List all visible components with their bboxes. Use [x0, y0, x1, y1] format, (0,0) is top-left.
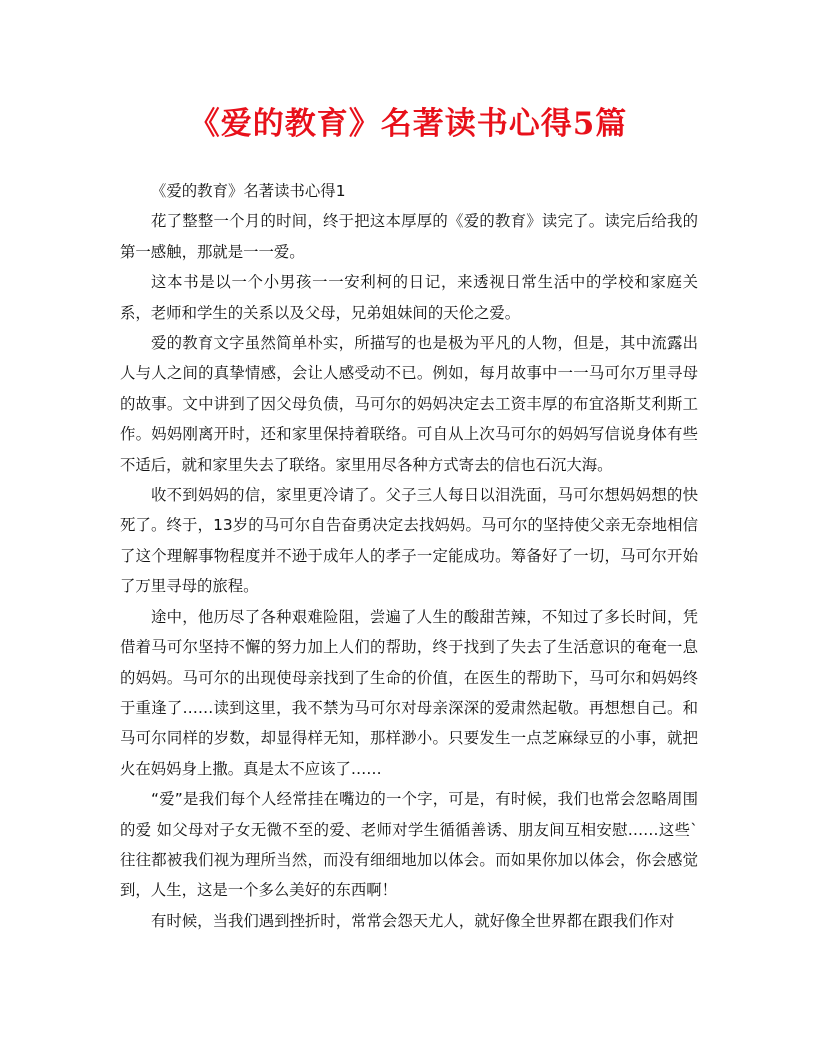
section-heading: 《爱的教育》名著读书心得1: [151, 182, 346, 200]
paragraph-6: “爱”是我们每个人经常挂在嘴边的一个字，可是，有时候，我们也常会忽略周围的爱 如父母对子女无微不至的爱、老师对学生循循善诱、朋友间互相安慰……这些`往往都被我们视为理所当然，而没有细细地加以体会。而如果你加以体会，你会感觉到，人生，这是一个多么美好的东西啊！: [120, 790, 698, 900]
paragraph-4: 收不到妈妈的信，家里更冷请了。父子三人每日以泪洗面，马可尔想妈妈想的快死了。终于，13岁的马可尔自告奋勇决定去找妈妈。马可尔的坚持使父亲无奈地相信了这个理解事物程度并不逊于成年人的孝子一定能成功。筹备好了一切，马可尔开始了万里寻母的旅程。: [120, 486, 698, 596]
paragraph-3: 爱的教育文字虽然简单朴实，所描写的也是极为平凡的人物，但是，其中流露出人与人之间的真挚情感，会让人感受动不已。例如，每月故事中一一马可尔万里寻母的故事。文中讲到了因父母负债，马可尔的妈妈决定去工资丰厚的布宜洛斯艾利斯工作。妈妈刚离开时，还和家里保持着联络。可自从上次马可尔的妈妈写信说身体有些不适后，就和家里失去了联络。家里用尽各种方式寄去的信也石沉大海。: [120, 334, 698, 474]
paragraph-7: 有时候，当我们遇到挫折时，常常会怨天尤人，就好像全世界都在跟我们作对: [151, 911, 675, 930]
paragraph-2: 这本书是以一个小男孩一一安利柯的日记，来透视日常生活中的学校和家庭关系，老师和学生的关系以及父母，兄弟姐妹间的天伦之爱。: [120, 273, 698, 322]
document-body: [120, 176, 698, 936]
page-title: 《爱的教育》名著读书心得5篇: [188, 106, 628, 142]
paragraph-1: 花了整整一个月的时间，终于把这本厚厚的《爱的教育》读完了。读完后给我的第一感触，那就是一一爱。: [120, 212, 698, 261]
paragraph-5: 途中，他历尽了各种艰难险阻，尝遍了人生的酸甜苦辣，不知过了多长时间，凭借着马可尔坚持不懈的努力加上人们的帮助，终于找到了失去了生活意识的奄奄一息的妈妈。马可尔的出现使母亲找到了生命的价值，在医生的帮助下，马可尔和妈妈终于重逢了……读到这里，我不禁为马可尔对母亲深深的爱肃然起敬。再想想自己。和马可尔同样的岁数，却显得样无知，那样渺小。只要发生一点芝麻绿豆的小事，就把火在妈妈身上撒。真是太不应该了……: [120, 607, 698, 778]
